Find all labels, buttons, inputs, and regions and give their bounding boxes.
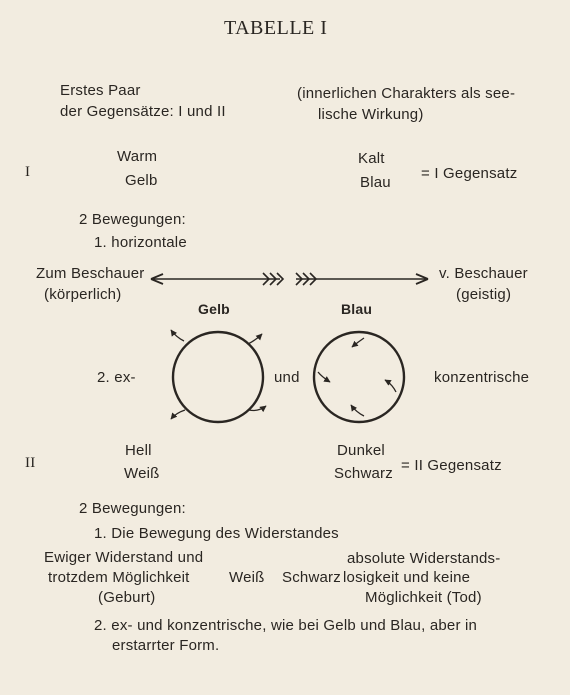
- circle-gelb-label: Gelb: [198, 301, 230, 317]
- hell-label: Hell: [125, 442, 152, 459]
- erstarrt-line1: 2. ex- und konzentrische, wie bei Gelb und Blau, aber in: [94, 617, 478, 634]
- horizontal-item: 1. horizontale: [94, 234, 187, 251]
- circle-blau-label: Blau: [341, 301, 373, 317]
- first-pair-note-line2: lische Wirkung): [318, 106, 424, 123]
- und-connector: und: [274, 369, 300, 386]
- konzentrische-label: konzentrische: [434, 369, 530, 386]
- schwarz-label: Schwarz: [334, 465, 393, 482]
- page-title: TABELLE I: [224, 17, 328, 39]
- arrow-away-from-viewer: [296, 273, 428, 285]
- kalt-label: Kalt: [358, 150, 385, 167]
- warm-label: Warm: [117, 148, 158, 165]
- dunkel-label: Dunkel: [337, 442, 385, 459]
- first-pair-note-line1: (innerlichen Charakters als see-: [297, 85, 516, 102]
- gegensatz-i: = I Gegensatz: [421, 165, 518, 182]
- koerperlich-label: (körperlich): [44, 286, 122, 303]
- erstarrt-line2: erstarrter Form.: [112, 637, 220, 654]
- geistig-label: (geistig): [456, 286, 512, 303]
- gelb-label: Gelb: [125, 172, 158, 189]
- v-beschauer-label: v. Beschauer: [439, 265, 528, 282]
- absolute-line2: losigkeit und keine: [343, 569, 471, 586]
- absolute-line3: Möglichkeit (Tod): [365, 589, 482, 606]
- eccentric-circle: [171, 330, 266, 422]
- schwarz-mid-label: Schwarz: [282, 569, 341, 586]
- weiss-label: Weiß: [124, 465, 160, 482]
- ewiger-line3: (Geburt): [98, 589, 156, 606]
- widerstand-item: 1. Die Bewegung des Widerstandes: [94, 525, 339, 542]
- absolute-line1: absolute Widerstands-: [347, 550, 501, 567]
- concentric-circle: [314, 332, 404, 422]
- movements-heading-1: 2 Bewegungen:: [79, 211, 186, 228]
- first-pair-line2: der Gegensätze: I und II: [60, 103, 226, 120]
- gegensatz-ii: = II Gegensatz: [401, 457, 502, 474]
- arrow-toward-viewer: [151, 273, 283, 285]
- blau-label: Blau: [360, 174, 391, 191]
- first-pair-line1: Erstes Paar: [60, 82, 141, 99]
- section-ii-numeral: II: [25, 455, 36, 471]
- section-i-numeral: I: [25, 164, 31, 180]
- ewiger-line1: Ewiger Widerstand und: [44, 549, 204, 566]
- zum-beschauer-label: Zum Beschauer: [36, 265, 145, 282]
- weiss-mid-label: Weiß: [229, 569, 265, 586]
- ex-item: 2. ex-: [97, 369, 136, 386]
- movements-heading-2: 2 Bewegungen:: [79, 500, 186, 517]
- ewiger-line2: trotzdem Möglichkeit: [48, 569, 190, 586]
